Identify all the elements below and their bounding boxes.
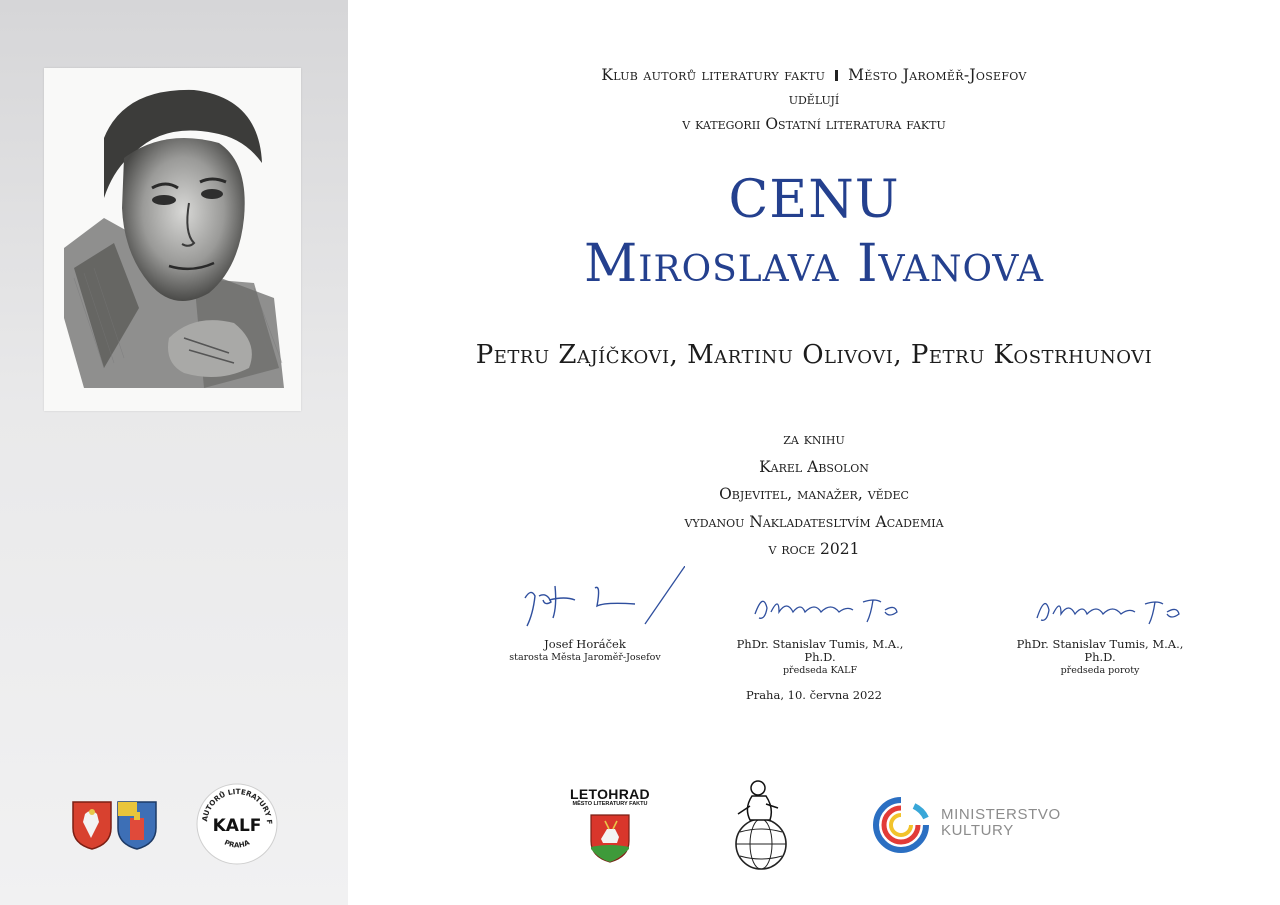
signature-block-2 <box>720 572 920 677</box>
organizer-1: Klub autorů literatury faktu <box>601 66 826 84</box>
signature-tumis-2 <box>1015 572 1185 636</box>
separator-bar <box>835 70 838 81</box>
left-panel <box>0 0 348 905</box>
organizers-line <box>348 66 1280 84</box>
signer-2-role: předseda KALF <box>782 665 858 676</box>
kalf-seal-icon <box>195 782 279 866</box>
josefov-coat-of-arms-icon <box>71 800 113 850</box>
recipients: Petru Zajíčkovi, Martinu Olivovi, Petru Kostrhunovi <box>475 340 1153 370</box>
signature-block-1 <box>470 566 700 664</box>
ministry-culture-logo <box>872 796 1072 856</box>
signer-1-name: Josef Horáček <box>544 637 626 651</box>
place-date: Praha, 10. června 2022 <box>745 688 883 702</box>
kalf-seal-bottom-text: PRAHA <box>223 838 251 850</box>
award-line-1: CENU <box>728 170 900 230</box>
kalf-seal-arc-text: AUTORŮ LITERATURY F <box>200 786 275 824</box>
signer-3-name: PhDr. Stanislav Tumis, M.A., Ph.D. <box>1016 637 1184 664</box>
book-publisher: vydanou Nakladatesltvím Academia <box>684 512 944 531</box>
jaromer-coat-of-arms-icon <box>116 800 158 850</box>
ministry-line-1: MINISTERSTVO <box>941 806 1061 823</box>
letohrad-subtitle: MĚSTO LITERATURY FAKTU <box>572 801 648 807</box>
book-subtitle: Objevitel, manažer, vědec <box>719 485 909 503</box>
signature-horacek <box>485 566 685 636</box>
signer-3-role: předseda poroty <box>1060 665 1140 676</box>
book-title: Karel Absolon <box>759 457 869 476</box>
ministry-culture-logo-icon <box>872 796 930 854</box>
category-line: v kategorii Ostatní literatura faktu <box>682 115 946 133</box>
book-intro: za knihu <box>783 430 845 448</box>
verb-line: udělují <box>788 90 840 108</box>
signer-2-name: PhDr. Stanislav Tumis, M.A., Ph.D. <box>736 637 904 664</box>
signer-1-role: starosta Města Jaroměř-Josefov <box>509 652 661 663</box>
letohrad-coat-of-arms-icon <box>589 813 631 863</box>
award-line-2: Miroslava Ivanova <box>584 234 1044 294</box>
letohrad-logo <box>564 786 656 863</box>
globe-figure-icon <box>730 778 792 870</box>
kalf-seal-center: KALF <box>212 816 262 836</box>
signature-tumis-1 <box>735 572 905 636</box>
signature-block-3 <box>1000 572 1200 677</box>
organizer-2: Město Jaroměř-Josefov <box>848 66 1027 84</box>
ministry-line-2: KULTURY <box>941 822 1014 839</box>
book-year: v roce 2021 <box>768 540 860 558</box>
book-block <box>348 426 1280 564</box>
portrait-card <box>44 68 301 411</box>
letohrad-title: LETOHRAD <box>570 786 650 802</box>
portrait-drawing <box>44 68 301 411</box>
